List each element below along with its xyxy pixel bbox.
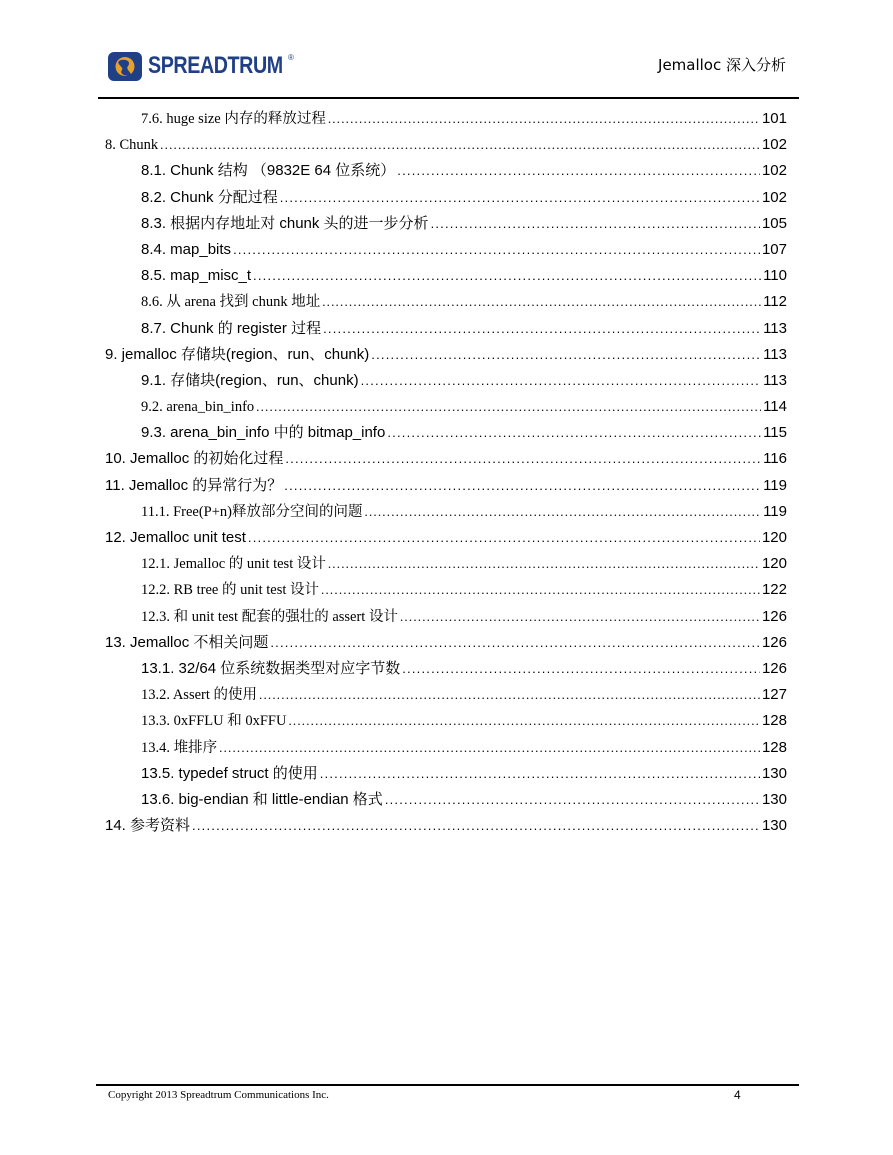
toc-entry-page: 102 <box>761 162 787 180</box>
toc-entry-page: 112 <box>763 293 787 311</box>
footer-copyright: Copyright 2013 Spreadtrum Communications Inc. <box>108 1089 329 1101</box>
toc-entry[interactable] <box>105 813 787 839</box>
header-divider <box>98 97 799 99</box>
toc-leader-dots <box>256 394 761 420</box>
toc-leader-dots <box>323 316 761 342</box>
toc-entry-page: 126 <box>761 659 787 677</box>
toc-entry-page: 113 <box>763 319 787 337</box>
toc-leader-dots <box>361 368 761 394</box>
toc-entry-page: 102 <box>761 136 787 154</box>
toc-entry-title: 12. Jemalloc unit test <box>105 529 246 546</box>
toc-leader-dots <box>371 342 761 368</box>
toc-entry-title: 13. Jemalloc 不相关问题 <box>105 633 269 651</box>
toc-entry-page: 113 <box>763 345 787 363</box>
toc-leader-dots <box>160 132 760 158</box>
toc-leader-dots <box>400 604 760 630</box>
footer-divider <box>96 1084 799 1086</box>
document-title: Jemalloc 深入分析 <box>658 56 786 74</box>
toc-leader-dots <box>259 682 760 708</box>
toc-entry[interactable] <box>105 394 787 420</box>
toc-entry-page: 126 <box>761 607 787 625</box>
toc-entry-page: 115 <box>763 424 787 442</box>
toc-entry[interactable] <box>105 499 787 525</box>
toc-leader-dots <box>328 551 760 577</box>
toc-entry-title: 12.3. 和 unit test 配套的强壮的 assert 设计 <box>141 608 398 625</box>
toc-leader-dots <box>365 499 762 525</box>
toc-entry-page: 105 <box>761 214 787 232</box>
table-of-contents <box>105 106 787 839</box>
toc-leader-dots <box>402 656 760 682</box>
toc-leader-dots <box>321 577 760 603</box>
toc-entry-title: 9.3. arena_bin_info 中的 bitmap_info <box>141 424 386 442</box>
toc-entry-title: 8. Chunk <box>105 137 159 154</box>
toc-entry-title: 13.2. Assert 的使用 <box>141 687 257 704</box>
toc-entry-title: 14. 参考资料 <box>105 817 191 835</box>
toc-entry-page: 114 <box>763 398 787 416</box>
toc-leader-dots <box>328 106 760 132</box>
toc-entry[interactable] <box>105 420 787 446</box>
toc-entry[interactable] <box>105 630 787 656</box>
toc-entry-page: 127 <box>761 686 787 704</box>
toc-entry-page: 126 <box>761 633 787 651</box>
toc-entry-title: 13.1. 32/64 位系统数据类型对应字节数 <box>141 659 401 677</box>
toc-entry[interactable] <box>105 735 787 761</box>
toc-entry-page: 113 <box>763 371 787 389</box>
toc-entry-page: 102 <box>761 188 787 206</box>
logo-registered-mark: ® <box>288 53 294 62</box>
toc-entry[interactable] <box>105 525 787 551</box>
toc-entry[interactable] <box>105 368 787 394</box>
toc-entry[interactable] <box>105 106 787 132</box>
toc-leader-dots <box>285 446 761 472</box>
toc-leader-dots <box>288 708 760 734</box>
toc-entry-title: 13.4. 堆排序 <box>141 739 218 756</box>
toc-leader-dots <box>280 185 760 211</box>
toc-entry-page: 120 <box>761 529 787 546</box>
toc-entry[interactable] <box>105 211 787 237</box>
toc-entry[interactable] <box>105 316 787 342</box>
toc-entry[interactable] <box>105 577 787 603</box>
toc-entry[interactable] <box>105 656 787 682</box>
toc-leader-dots <box>284 473 761 499</box>
toc-entry[interactable] <box>105 263 787 289</box>
footer-page-number: 4 <box>734 1088 741 1102</box>
toc-leader-dots <box>233 237 760 263</box>
toc-entry[interactable] <box>105 185 787 211</box>
toc-entry-page: 107 <box>761 240 787 258</box>
toc-entry[interactable] <box>105 708 787 734</box>
toc-entry[interactable] <box>105 132 787 158</box>
toc-entry-page: 130 <box>761 764 787 782</box>
toc-entry-title: 8.5. map_misc_t <box>141 267 252 285</box>
toc-entry-title: 13.5. typedef struct 的使用 <box>141 764 318 782</box>
toc-entry-title: 10. Jemalloc 的初始化过程 <box>105 450 284 468</box>
toc-entry-page: 116 <box>763 450 787 468</box>
toc-entry-page: 128 <box>761 738 787 756</box>
toc-entry[interactable] <box>105 289 787 315</box>
toc-leader-dots <box>387 420 761 446</box>
toc-entry[interactable] <box>105 787 787 813</box>
toc-entry-title: 11.1. Free(P+n)释放部分空间的问题 <box>141 503 363 520</box>
toc-leader-dots <box>431 211 760 237</box>
toc-entry[interactable] <box>105 473 787 499</box>
toc-entry[interactable] <box>105 682 787 708</box>
toc-entry-title: 8.3. 根据内存地址对 chunk 头的进一步分析 <box>141 214 429 232</box>
logo-text: SPREADTRUM <box>148 52 283 79</box>
toc-entry[interactable] <box>105 604 787 630</box>
toc-entry-title: 13.6. big-endian 和 little-endian 格式 <box>141 790 383 808</box>
toc-leader-dots <box>270 630 760 656</box>
toc-leader-dots <box>192 813 760 839</box>
toc-entry-title: 8.4. map_bits <box>141 240 232 258</box>
toc-entry-title: 8.6. 从 arena 找到 chunk 地址 <box>141 294 321 311</box>
spreadtrum-logo-icon <box>108 52 142 81</box>
toc-entry[interactable] <box>105 551 787 577</box>
toc-entry-page: 130 <box>761 790 787 808</box>
toc-entry-title: 12.1. Jemalloc 的 unit test 设计 <box>141 556 326 573</box>
toc-entry[interactable] <box>105 446 787 472</box>
toc-entry-page: 128 <box>761 712 787 730</box>
toc-entry-title: 8.1. Chunk 结构 （9832E 64 位系统） <box>141 162 396 180</box>
toc-leader-dots <box>385 787 760 813</box>
toc-leader-dots <box>219 735 760 761</box>
company-logo <box>108 51 312 81</box>
toc-entry-title: 7.6. huge size 内存的释放过程 <box>141 111 326 127</box>
toc-entry-page: 122 <box>761 581 787 599</box>
toc-entry-page: 110 <box>763 267 787 285</box>
toc-leader-dots <box>320 761 760 787</box>
toc-entry-title: 8.7. Chunk 的 register 过程 <box>141 319 322 337</box>
toc-entry[interactable] <box>105 761 787 787</box>
toc-entry-title: 9.1. 存储块(region、run、chunk) <box>141 371 359 389</box>
toc-leader-dots <box>397 158 760 184</box>
toc-entry-page: 120 <box>761 555 787 573</box>
toc-entry-page: 130 <box>761 817 787 835</box>
toc-entry-title: 13.3. 0xFFLU 和 0xFFU <box>141 713 287 730</box>
toc-entry-title: 9.2. arena_bin_info <box>141 399 255 416</box>
toc-leader-dots <box>253 263 761 289</box>
toc-entry[interactable] <box>105 342 787 368</box>
toc-entry-title: 11. Jemalloc 的异常行为？ <box>105 476 283 494</box>
toc-entry-title: 8.2. Chunk 分配过程 <box>141 188 278 206</box>
toc-leader-dots <box>322 289 761 315</box>
toc-entry-page: 101 <box>761 110 787 127</box>
toc-entry-title: 9. jemalloc 存储块(region、run、chunk) <box>105 345 370 363</box>
toc-entry-title: 12.2. RB tree 的 unit test 设计 <box>141 582 320 599</box>
toc-entry[interactable] <box>105 237 787 263</box>
toc-entry[interactable] <box>105 158 787 184</box>
toc-leader-dots <box>248 525 760 551</box>
toc-entry-page: 119 <box>763 476 787 494</box>
toc-entry-page: 119 <box>763 502 787 520</box>
